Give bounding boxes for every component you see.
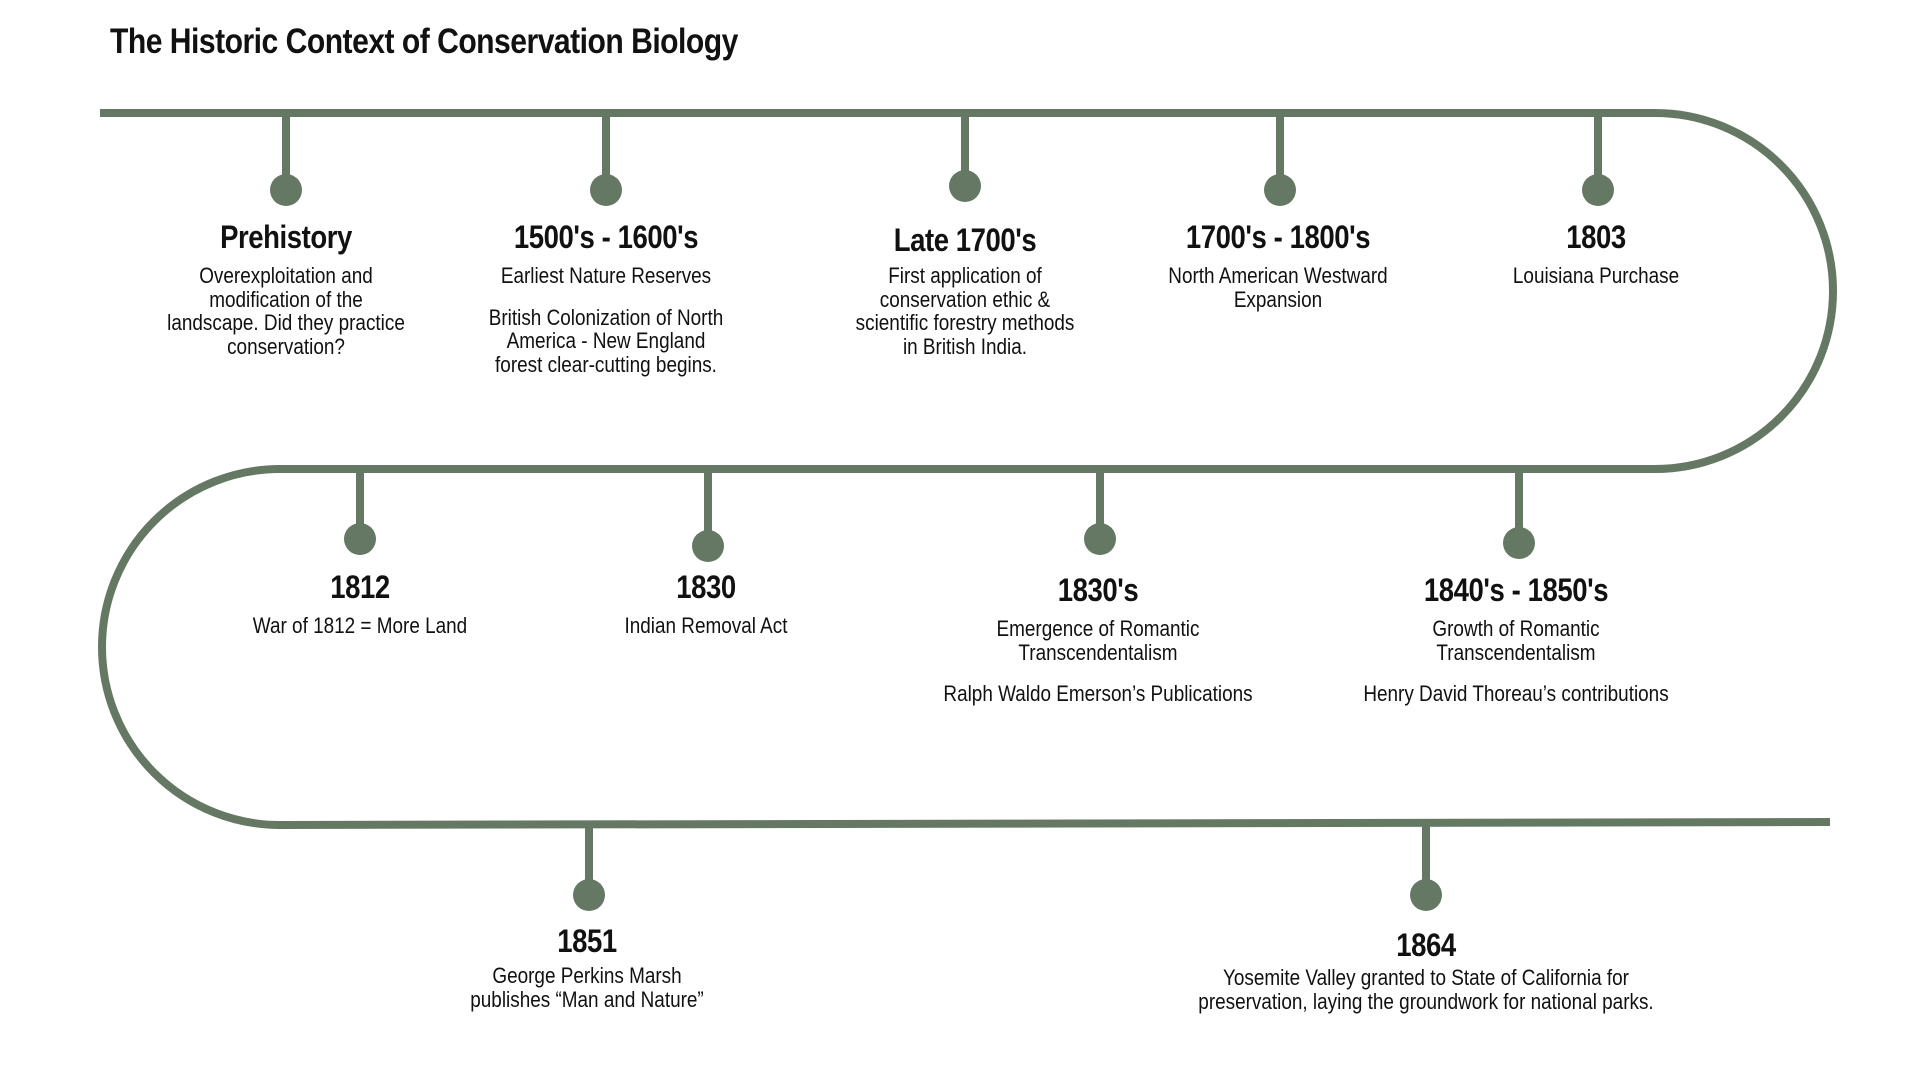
event-description: War of 1812 = More Land [252,613,468,638]
pin-marker [1410,879,1442,911]
pin-marker [692,530,724,562]
pin-marker [590,174,622,206]
event-description: North American Westward Expansion [1168,263,1388,312]
event-1812 [170,568,550,638]
event-1840s-1850s [1326,571,1706,706]
event-description: Yosemite Valley granted to State of California for preservation, laying the groundwork for national parks. [1198,965,1654,1014]
event-date: 1700's - 1800's [1185,219,1371,255]
event-1830s [908,571,1288,706]
pin-marker [1264,174,1296,206]
pin-marker [344,523,376,555]
event-date: 1864 [1396,927,1456,963]
pin-marker [270,174,302,206]
page-title: The Historic Context of Conservation Biology [110,22,738,61]
event-date: 1803 [1566,219,1626,255]
event-description: Earliest Nature Reserves [500,263,712,288]
event-1851 [397,922,777,1011]
event-description: Henry David Thoreau’s contributions [1363,681,1669,706]
event-date: 1812 [330,569,390,605]
event-description: George Perkins Marsh publishes “Man and Nature” [470,963,704,1012]
event-1803 [1406,218,1786,288]
event-date: 1840's - 1850's [1423,572,1609,608]
event-date: 1500's - 1600's [513,219,699,255]
event-1500s-1600s [416,218,796,376]
event-description: Growth of Romantic Transcendentalism [1432,616,1600,665]
event-description: British Colonization of North America - New England forest clear-cutting begins. [488,304,724,377]
event-description: First application of conservation ethic & scientific forestry methods in British India. [855,263,1075,359]
event-date: 1851 [557,923,617,959]
event-description: Louisiana Purchase [1512,263,1680,288]
pin-marker [949,170,981,202]
event-date: 1830's [1057,572,1139,608]
event-1864 [1026,926,1826,1013]
event-date: 1830 [676,569,736,605]
event-date: Late 1700's [893,222,1037,258]
event-description: Overexploitation and modification of the landscape. Did they practice conservation? [167,263,405,359]
event-description: Indian Removal Act [624,613,788,638]
pin-marker [1582,174,1614,206]
pin-marker [1503,527,1535,559]
event-description: Emergence of Romantic Transcendentalism [996,616,1200,665]
pin-marker [1084,523,1116,555]
pin-marker [573,879,605,911]
event-1830 [516,568,896,638]
event-date: Prehistory [220,219,352,255]
event-description: Ralph Waldo Emerson’s Publications [943,681,1253,706]
